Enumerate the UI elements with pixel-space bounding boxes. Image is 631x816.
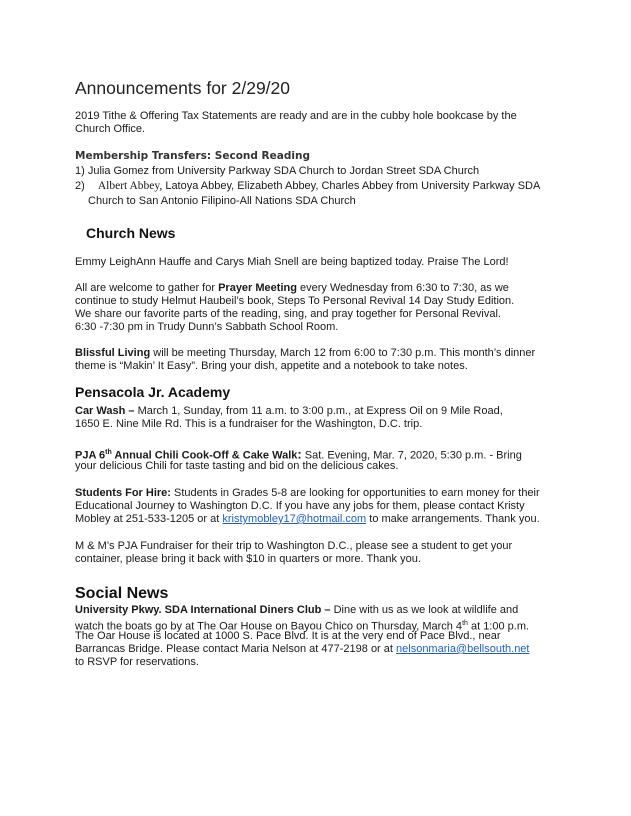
students-for-hire-label: Students For Hire: xyxy=(75,487,171,499)
diners-line-5: to RSVP for reservations. xyxy=(75,656,199,668)
hire-line-3-post: to make arrangements. Thank you. xyxy=(366,513,540,525)
blissful-line-2: theme is “Makin’ It Easy”. Bring your dish, appetite and a notebook to take notes. xyxy=(75,360,468,372)
carwash-line-1 xyxy=(75,405,503,418)
prayer-line-4: 6:30 -7:30 pm in Trudy Dunn’s Sabbath School Room. xyxy=(75,321,339,333)
prayer-meeting-label: Prayer Meeting xyxy=(218,282,297,294)
carwash-line-1-post: March 1, Sunday, from 11 a.m. to 3:00 p.m., at Express Oil on 9 Mile Road, xyxy=(134,405,503,417)
carwash-line-2: 1650 E. Nine Mile Rd. This is a fundraiser for the Washington, D.C. trip. xyxy=(75,418,423,430)
mm-fundraiser-line-2: container, please bring it back with $10 in quarters or more. Thank you. xyxy=(75,553,421,565)
prayer-line-1-post: every Wednesday from 6:30 to 7:30, as we xyxy=(296,282,509,294)
diners-line-2-post: at 1:00 p.m. xyxy=(467,620,530,633)
membership-item-2-rest: Latoya Abbey, Elizabeth Abbey, Charles Abbey from University Parkway SDA xyxy=(162,180,541,192)
kristy-email-link[interactable]: kristymobley17@hotmail.com xyxy=(222,513,367,525)
prayer-line-2: continue to study Helmut Haubeil’s book, Steps To Personal Revival 14 Day Study Edition. xyxy=(75,295,515,307)
chili-line-1-post: Sat. Evening, Mar. 7, 2020, 5:30 p.m. - Bring xyxy=(301,449,522,462)
membership-item-2 xyxy=(75,180,540,193)
blissful-line-1 xyxy=(75,347,535,360)
hire-line-2: Educational Journey to Washington D.C. If you have any jobs for them, please contact Kristy xyxy=(75,500,525,512)
blissful-living-label: Blissful Living xyxy=(75,347,151,359)
page-title: Announcements for 2/29/20 xyxy=(75,78,291,98)
membership-item-2-name: Albert Abbey, xyxy=(97,180,163,192)
hire-line-1-post: Students in Grades 5-8 are looking for opportunities to earn money for their xyxy=(170,487,540,499)
hire-line-3 xyxy=(75,513,540,526)
diners-ordinal-sup: th xyxy=(462,620,468,627)
chili-line-2: your delicious Chili for taste tasting and bid on the delicious cakes. xyxy=(75,460,399,472)
membership-item-2-number: 2) xyxy=(75,180,85,192)
chili-colon: : xyxy=(297,446,302,462)
pja-heading: Pensacola Jr. Academy xyxy=(75,384,231,400)
chili-label-part-1: PJA 6 xyxy=(75,449,106,462)
diners-line-3: The Oar House is located at 1000 S. Pace Blvd. It is at the very end of Pace Blvd., near xyxy=(75,630,501,642)
diners-line-1 xyxy=(75,604,518,617)
chili-ordinal-sup: th xyxy=(105,449,112,456)
tithe-line-2: Church Office. xyxy=(75,123,146,135)
membership-heading: Membership Transfers: Second Reading xyxy=(75,150,310,162)
baptism-announcement: Emmy LeighAnn Hauffe and Carys Miah Snell are being baptized today. Praise The Lord! xyxy=(75,256,509,268)
hire-line-1 xyxy=(75,487,540,500)
diners-line-1-post: Dine with us as we look at wildlife and xyxy=(330,604,519,616)
social-news-heading: Social News xyxy=(75,585,169,602)
tithe-line-1: 2019 Tithe & Offering Tax Statements are ready and are in the cubby hole bookcase by the xyxy=(75,110,517,122)
maria-email-link[interactable]: nelsonmaria@bellsouth.net xyxy=(396,643,530,655)
prayer-line-1-pre: All are welcome to gather for xyxy=(75,282,219,294)
prayer-line-1 xyxy=(75,282,509,295)
diners-line-4-pre: Barrancas Bridge. Please contact Maria Nelson at 477-2198 or at xyxy=(75,643,397,655)
membership-item-2-line-2: Church to San Antonio Filipino-All Nations SDA Church xyxy=(88,195,356,207)
hire-line-3-pre: Mobley at 251-533-1205 or at xyxy=(75,513,223,525)
church-news-heading: Church News xyxy=(86,225,176,241)
prayer-line-3: We share our favorite parts of the reading, sing, and pray together for Personal Revival. xyxy=(75,308,501,320)
blissful-line-1-post: will be meeting Thursday, March 12 from 6:00 to 7:30 p.m. This month’s dinner xyxy=(150,347,536,359)
carwash-label: Car Wash – xyxy=(75,405,135,417)
mm-fundraiser-line-1: M & M’s PJA Fundraiser for their trip to Washington D.C., please see a student to get your xyxy=(75,540,513,552)
membership-item-1: 1) Julia Gomez from University Parkway SDA Church to Jordan Street SDA Church xyxy=(75,165,480,177)
chili-label-part-2: Annual Chili Cook-Off & Cake Walk xyxy=(111,449,298,462)
diners-line-4 xyxy=(75,643,529,656)
diners-line-2-pre: watch the boats go by at The Oar House on Bayou Chico on Thursday, March 4 xyxy=(75,620,463,633)
diners-club-label: University Pkwy. SDA International Diners Club – xyxy=(75,604,331,616)
